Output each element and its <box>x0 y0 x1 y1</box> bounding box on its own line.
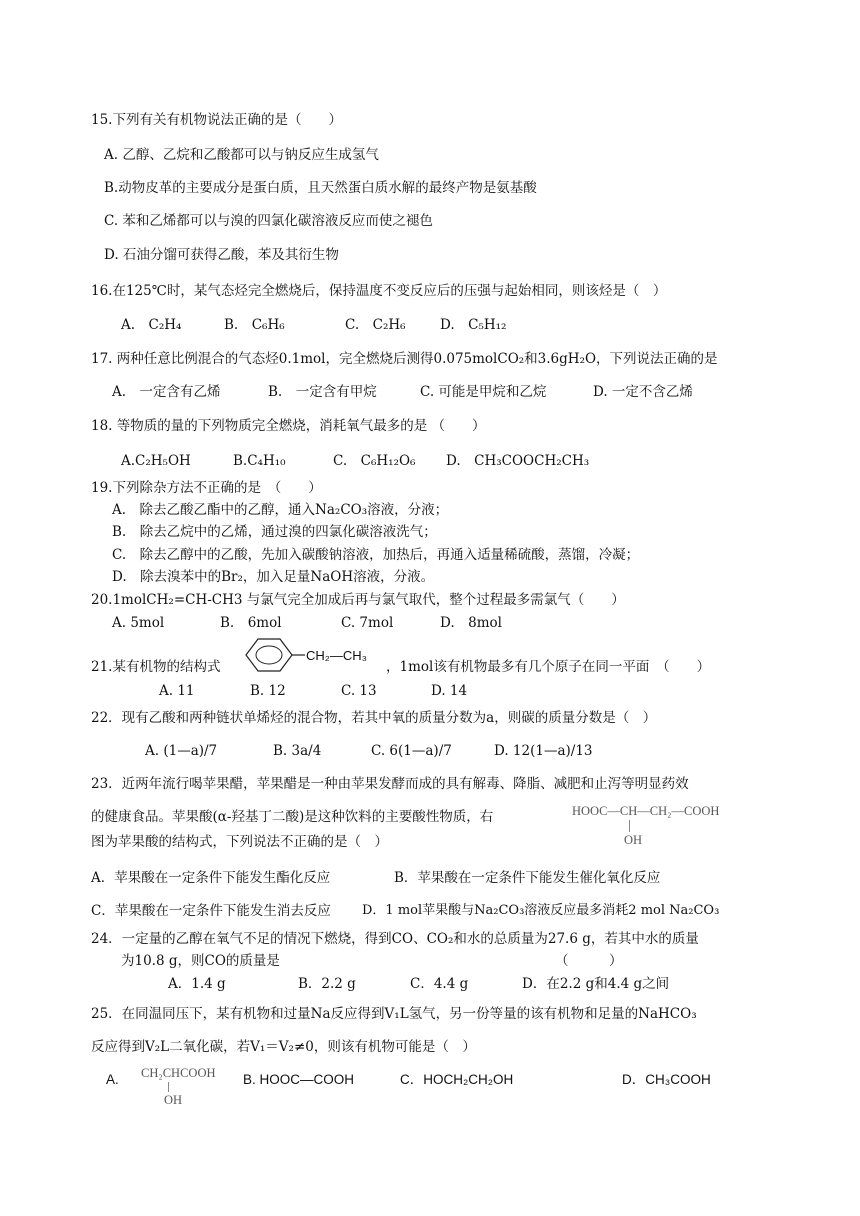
q24-line1: 24．一定量的乙醇在氧气不足的情况下燃烧，得到CO、CO₂和水的总质量为27.6 g，若其中水的质量 <box>91 931 699 947</box>
q23-option-b: B．苹果酸在一定条件下能发生催化氧化反应 <box>394 870 661 886</box>
q20-option-d: D. 8mol <box>440 615 502 631</box>
q19-option-c: C. 除去乙醇中的乙酸，先加入碳酸钠溶液，加热后，再通入适量稀硫酸，蒸馏，冷凝； <box>112 547 640 563</box>
q19-stem: 19.下列除杂方法不正确的是 （ ） <box>91 480 322 496</box>
q22-option-b: B. 3a/4 <box>273 743 322 759</box>
q23-option-d: D．1 mol苹果酸与Na₂CO₃溶液反应最多消耗2 mol Na₂CO₃ <box>362 903 720 918</box>
q16-option-a: A. C₂H₄ <box>121 317 182 333</box>
q16-option-b: B. C₆H₆ <box>224 317 285 333</box>
q23-line3: 图为苹果酸的结构式，下列说法不正确的是（ ） <box>91 834 388 850</box>
q23-line1: 23．近两年流行喝苹果醋，苹果醋是一种由苹果发酵而成的具有解毒、降脂、减肥和止泻等明显药效 <box>91 776 689 792</box>
malic-acid-oh: OH <box>624 833 643 847</box>
q22-option-a: A. (1—a)/7 <box>145 743 218 759</box>
q15-option-d: D. 石油分馏可获得乙酸，苯及其衍生物 <box>104 247 339 263</box>
q18-option-c: C. C₆H₁₂O₆ <box>333 453 416 469</box>
q17-option-d: D. 一定不含乙烯 <box>593 384 693 400</box>
q15-option-b: B.动物皮革的主要成分是蛋白质，且天然蛋白质水解的最终产物是氨基酸 <box>104 180 537 196</box>
q25-line2: 反应得到V₂L二氧化碳，若V₁＝V₂≠0，则该有机物可能是（ ） <box>91 1039 476 1055</box>
q22-option-d: D. 12(1—a)/13 <box>494 743 593 759</box>
q21-stem-prefix: 21.某有机物的结构式 <box>91 659 221 675</box>
q23-line2: 的健康食品。苹果酸(α-羟基丁二酸)是这种饮料的主要酸性物质，右 <box>91 809 494 825</box>
q25-option-a-label: A. <box>106 1072 119 1087</box>
q21-stem-suffix: ，1mol该有机物最多有几个原子在同一平面 （ ） <box>386 659 711 675</box>
q16-option-d: D. C₅H₁₂ <box>440 317 507 333</box>
q25-option-b: B. HOOC—COOH <box>243 1072 355 1087</box>
q17-stem: 17. 两种任意比例混合的气态烃0.1mol，完全燃烧后测得0.075molCO₂和3.6gH₂O，下列说法正确的是 <box>91 351 718 367</box>
q22-option-c: C. 6(1—a)/7 <box>371 743 452 759</box>
q25-option-a-oh: OH <box>164 1093 183 1107</box>
q23-option-c: C．苹果酸在一定条件下能发生消去反应 <box>91 903 331 919</box>
q24-answer-paren: （ ） <box>555 953 623 969</box>
q17-option-c: C. 可能是甲烷和乙烷 <box>420 384 547 400</box>
q17-option-a: A. 一定含有乙烯 <box>112 384 221 400</box>
q25-line1: 25．在同温同压下，某有机物和过量Na反应得到V₁L氢气，另一份等量的该有机物和足量的NaHCO₃ <box>91 1006 697 1022</box>
q18-option-b: B.C₄H₁₀ <box>233 453 286 469</box>
malic-acid-structure: HOOC—CH—CH₂—COOH <box>572 804 720 818</box>
benzene-ring <box>246 639 292 671</box>
ethyl-group-label: CH₂—CH₃ <box>306 648 367 663</box>
q20-option-a: A. 5mol <box>112 615 165 631</box>
q20-stem: 20.1molCH₂=CH-CH3 与氯气完全加成后再与氯气取代，整个过程最多需氯气（ ） <box>91 592 625 608</box>
q24-line2: 为10.8 g，则CO的质量是 <box>121 953 280 969</box>
q15-option-a: A. 乙醇、乙烷和乙酸都可以与钠反应生成氢气 <box>104 147 379 163</box>
q21-option-c: C. 13 <box>341 683 377 699</box>
q16-option-c: C. C₂H₆ <box>345 317 406 333</box>
q24-option-a: A．1.4 g <box>168 976 226 992</box>
q19-option-b: B. 除去乙烷中的乙烯，通过溴的四氯化碳溶液洗气； <box>112 524 437 540</box>
q20-option-b: B. 6mol <box>220 615 282 631</box>
q24-option-c: C．4.4 g <box>410 976 469 992</box>
q21-option-d: D. 14 <box>431 683 468 699</box>
q15-stem: 15.下列有关有机物说法正确的是（ ） <box>91 112 342 128</box>
q16-stem: 16.在125℃时，某气态烃完全燃烧后，保持温度不变反应后的压强与起始相同，则该烃是（ ） <box>91 283 667 299</box>
q18-stem: 18. 等物质的量的下列物质完全燃烧，消耗氧气最多的是 （ ） <box>91 418 486 434</box>
q23-option-a: A．苹果酸在一定条件下能发生酯化反应 <box>91 870 331 886</box>
q24-option-b: B．2.2 g <box>298 976 356 992</box>
q21-option-a: A. 11 <box>159 683 195 699</box>
q24-option-d: D．在2.2 g和4.4 g之间 <box>522 976 670 992</box>
q17-option-b: B. 一定含有甲烷 <box>268 384 377 400</box>
q25-option-d: D．CH₃COOH <box>622 1072 711 1087</box>
q20-option-c: C. 7mol <box>341 615 394 631</box>
q25-option-a-structure: CH₂CHCOOH <box>141 1066 216 1080</box>
q22-stem: 22．现有乙酸和两种链状单烯烃的混合物，若其中氧的质量分数为a，则碳的质量分数是（ ） <box>91 710 657 726</box>
q25-option-c: C．HOCH₂CH₂OH <box>400 1072 514 1087</box>
ethylbenzene-structure <box>238 634 388 684</box>
q21-option-b: B. 12 <box>250 683 286 699</box>
q18-option-d: D. CH₃COOCH₂CH₃ <box>446 453 590 469</box>
q15-option-c: C. 苯和乙烯都可以与溴的四氯化碳溶液反应而使之褪色 <box>104 213 433 229</box>
q18-option-a: A.C₂H₅OH <box>121 453 191 469</box>
q19-option-a: A. 除去乙酸乙酯中的乙醇，通入Na₂CO₃溶液，分液； <box>112 502 449 518</box>
q19-option-d: D. 除去溴苯中的Br₂，加入足量NaOH溶液，分液。 <box>112 569 435 585</box>
benzene-inner-circle <box>256 646 282 664</box>
